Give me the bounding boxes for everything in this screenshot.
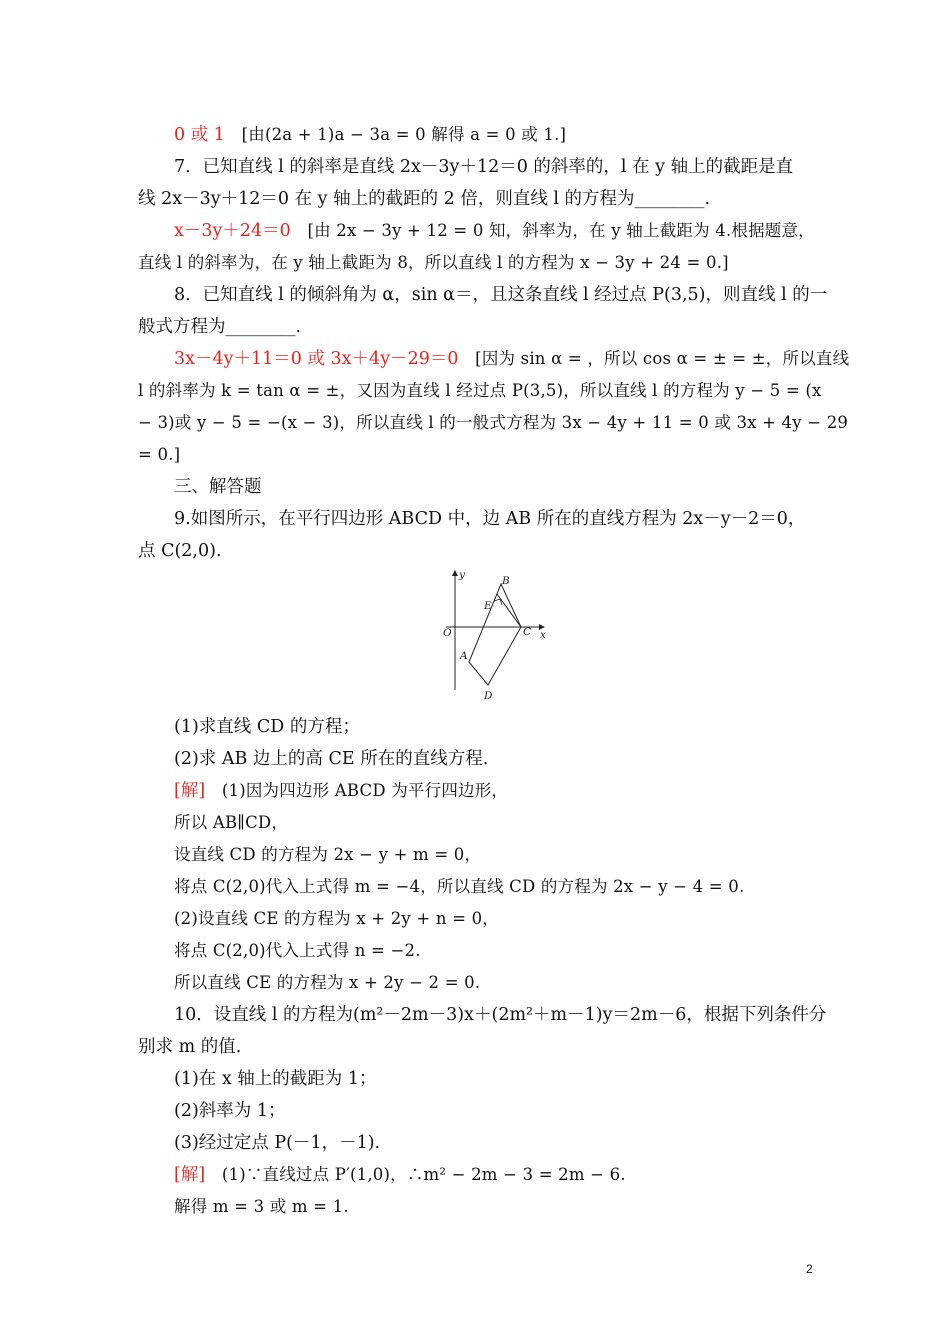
question-text: (2)斜率为 1； — [174, 1101, 286, 1121]
q10-line-1 — [174, 1003, 827, 1027]
label-o: O — [443, 627, 452, 639]
explanation-text: − 3)或 y − 5 = −(x − 3)，所以直线 l 的一般式方程为 3x − 4y + 11 = 0 或 3x + 4y − 29 — [138, 413, 849, 432]
section-title: 三、解答题 — [174, 477, 262, 497]
section-heading — [174, 475, 818, 499]
question-text: 般式方程为________. — [138, 317, 302, 337]
solution-tag: [解] — [174, 781, 206, 801]
q10-solution-line-1 — [174, 1163, 818, 1187]
q8-line-2 — [138, 315, 818, 339]
q9-solution-line-4 — [174, 875, 818, 899]
question-text: 10．设直线 l 的方程为(m²－2m－3)x＋(2m²＋m－1)y＝2m－6，根据下列条件分 — [174, 1005, 827, 1025]
question-text: 8．已知直线 l 的倾斜角为 α，sin α＝，且这条直线 l 经过点 P(3,5)，则直线 l 的一 — [174, 285, 828, 305]
q8-explanation-line-3 — [138, 411, 849, 435]
explanation-text: [由(2a + 1)a − 3a = 0 解得 a = 0 或 1.] — [224, 125, 567, 144]
solution-text: (1)因为四边形 ABCD 为平行四边形， — [205, 781, 509, 800]
solution-text: (2)设直线 CE 的方程为 x + 2y + n = 0， — [174, 909, 499, 928]
question-text: 9.如图所示，在平行四边形 ABCD 中，边 AB 所在的直线方程为 2x－y－2＝0， — [174, 509, 806, 529]
q9-part-2 — [174, 747, 818, 771]
label-x: x — [540, 629, 546, 641]
q10-part-1 — [174, 1067, 818, 1091]
q10-line-2 — [138, 1035, 818, 1059]
q7-line-1 — [174, 155, 818, 179]
q7-answer-line — [174, 219, 818, 243]
question-text: 线 2x－3y＋12＝0 在 y 轴上的截距的 2 倍，则直线 l 的方程为________. — [138, 189, 711, 209]
label-a: A — [460, 650, 468, 662]
explanation-text: l 的斜率为 k = tan α = ±，又因为直线 l 经过点 P(3,5)，所以直线 l 的方程为 y − 5 = (x — [138, 381, 822, 400]
q9-solution-line-7 — [174, 971, 818, 995]
q7-explanation-line — [138, 251, 818, 275]
solution-text: 所以直线 CE 的方程为 x + 2y − 2 = 0. — [174, 973, 481, 992]
q8-answer-line — [174, 347, 850, 371]
q9-part-1 — [174, 715, 818, 739]
altitude-ce — [497, 594, 521, 627]
label-e: E — [484, 600, 492, 612]
q9-line-2 — [138, 539, 818, 563]
solution-text: (1)∵直线过点 P′(1,0)，∴m² − 2m − 3 = 2m − 6. — [205, 1165, 626, 1184]
question-text: (2)求 AB 边上的高 CE 所在的直线方程. — [174, 749, 489, 769]
explanation-text: = 0.] — [138, 445, 181, 464]
q6-answer-line — [174, 123, 818, 147]
label-c: C — [523, 626, 532, 638]
solution-text: 解得 m = 3 或 m = 1. — [174, 1197, 349, 1216]
q9-line-1 — [174, 507, 818, 531]
q9-solution-line-2 — [174, 811, 818, 835]
question-text: (1)在 x 轴上的截距为 1； — [174, 1069, 377, 1089]
answer-text: 0 或 1 — [174, 125, 225, 145]
q8-line-1 — [174, 283, 828, 307]
answer-text: 3x－4y＋11＝0 或 3x＋4y－29＝0 — [174, 349, 459, 369]
solution-text: 设直线 CD 的方程为 2x − y + m = 0， — [174, 845, 482, 864]
question-text: (1)求直线 CD 的方程； — [174, 717, 360, 737]
answer-text: x－3y＋24＝0 — [174, 221, 291, 241]
explanation-text: [因为 sin α = ，所以 cos α = ± = ±，所以直线 — [458, 349, 850, 368]
page-number: 2 — [806, 1262, 813, 1276]
solution-tag: [解] — [174, 1165, 206, 1185]
label-b: B — [502, 575, 510, 587]
q7-line-2 — [138, 187, 818, 211]
q8-explanation-line-2 — [138, 379, 822, 403]
question-text: 7．已知直线 l 的斜率是直线 2x－3y＋12＝0 的斜率的，l 在 y 轴上的截距是直 — [174, 157, 794, 177]
parallelogram-abcd — [469, 584, 521, 685]
solution-text: 将点 C(2,0)代入上式得 m = −4，所以直线 CD 的方程为 2x − y − 4 = 0. — [174, 877, 745, 896]
question-text: 别求 m 的值. — [138, 1037, 242, 1057]
q9-solution-line-5 — [174, 907, 818, 931]
solution-text: 所以 AB∥CD， — [174, 813, 289, 832]
label-y: y — [459, 569, 465, 581]
question-text: (3)经过定点 P(－1，－1). — [174, 1133, 381, 1153]
q9-solution-line-6 — [174, 939, 818, 963]
q10-part-3 — [174, 1131, 818, 1155]
parallelogram-figure — [440, 566, 552, 706]
q10-solution-line-2 — [174, 1195, 818, 1219]
q10-part-2 — [174, 1099, 818, 1123]
explanation-text: 直线 l 的斜率为，在 y 轴上截距为 8，所以直线 l 的方程为 x − 3y + 24 = 0.] — [138, 253, 729, 272]
q9-solution-line-3 — [174, 843, 818, 867]
label-d: D — [484, 690, 493, 702]
q8-explanation-line-4 — [138, 443, 818, 467]
q9-solution-line-1 — [174, 779, 818, 803]
solution-text: 将点 C(2,0)代入上式得 n = −2. — [174, 941, 421, 960]
explanation-text: [由 2x − 3y + 12 = 0 知，斜率为，在 y 轴上截距为 4.根据题意， — [290, 221, 815, 240]
question-text: 点 C(2,0). — [138, 541, 222, 561]
